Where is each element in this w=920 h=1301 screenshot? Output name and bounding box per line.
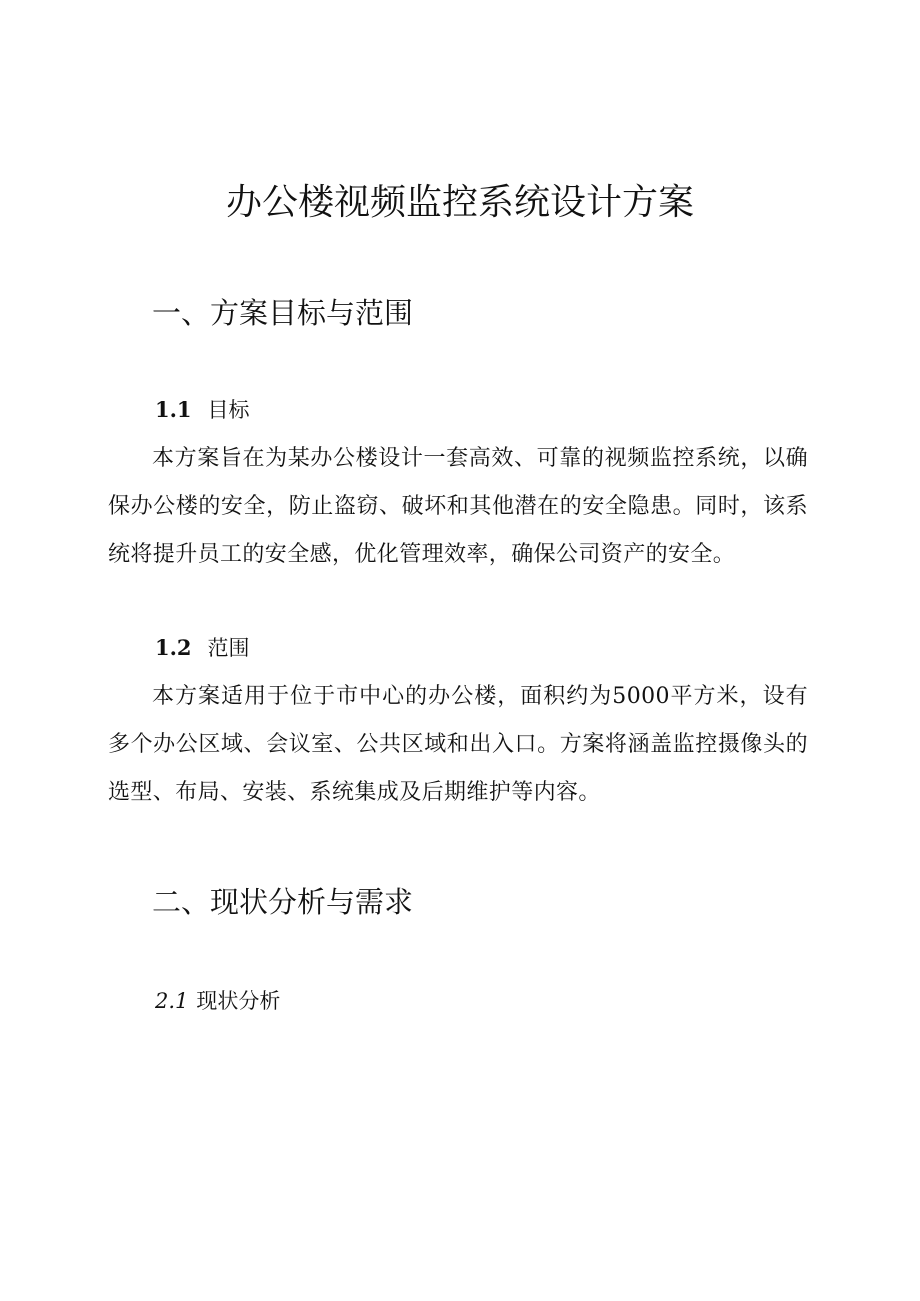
subsection-heading-1-1	[155, 395, 250, 425]
subsection-heading-2-1	[155, 986, 280, 1016]
subsection-number: 1.1	[155, 397, 192, 422]
document-title: 办公楼视频监控系统设计方案	[225, 182, 694, 223]
subsection-title: 目标	[207, 398, 250, 422]
subsection-number: 1.2	[155, 635, 192, 660]
subsection-number: 2.1	[155, 989, 189, 1013]
paragraph-scope: 本方案适用于位于市中心的办公楼，面积约为5000平方米，设有多个办公区域、会议室、公共区域和出入口。方案将涵盖监控摄像头的选型、布局、安装、系统集成及后期维护等内容。	[108, 684, 808, 805]
subsection-title: 范围	[207, 636, 250, 660]
subsection-title: 现状分析	[196, 989, 281, 1013]
subsection-heading-1-2	[155, 633, 250, 663]
section-heading-1: 一、方案目标与范围	[152, 296, 414, 330]
section-heading-2: 二、现状分析与需求	[152, 885, 414, 919]
paragraph-goal: 本方案旨在为某办公楼设计一套高效、可靠的视频监控系统，以确保办公楼的安全，防止盗窃、破坏和其他潜在的安全隐患。同时，该系统将提升员工的安全感，优化管理效率，确保公司资产的安全。	[108, 446, 808, 567]
